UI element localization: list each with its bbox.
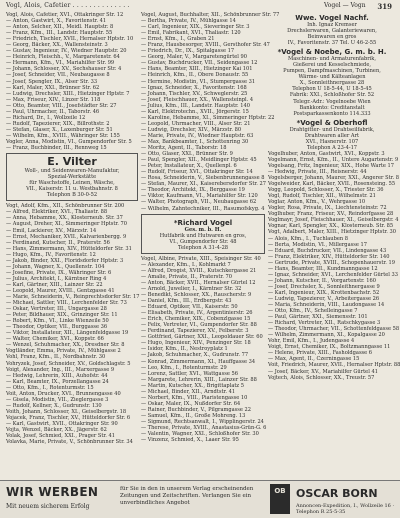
vilter-details [10, 168, 134, 198]
ad-title: WIR WERBEN [6, 485, 99, 499]
directory-entry: — Marie, Private, IV., Wiedner Hauptstr. 63 [141, 132, 254, 139]
ad-brand: OSCAR BORN [296, 487, 378, 500]
directory-entry: Fabrik: XXI., Schloßhofer Str. 52 [289, 92, 375, 99]
directory-entry: — Eduard, Optiker, VII., Kaiserstr. 50 [141, 304, 238, 311]
directory-entry: — August, Dreher, XI., Simmeringer Hptstr. 70 [6, 221, 128, 228]
directory-entry: — Rudolf, Tapezierer, XIX., Billrothstr. 2 [6, 120, 110, 127]
directory-entry: — Theodor, Uhrmacher, VII., Schottenfeldgasse 58 [268, 326, 400, 333]
directory-entry: — Alois, Kfm., I., Tuchlauben 8 [268, 235, 348, 242]
directory-entry: — Hans, Zimmermann, XIV., Hütteldorfer Str. 31 [6, 245, 132, 252]
directory-entry: — Therese, Private, XVIII., Anastasius-Grün-G. 6 [141, 425, 267, 432]
directory-entry: Volak, Josef, Schmied, XXI., Prager Str. 41 [6, 433, 116, 440]
directory-entry: — Robert, Kfm., VI., Linke Wienzeile 50 [6, 318, 109, 325]
directory-entry: — Ignaz, Schneider, XVI., Lerchenfelder Gürtel 33 [268, 271, 399, 278]
column-left [6, 12, 138, 445]
entries-middle-top [141, 12, 280, 212]
directory-entry: — Gisela, Modistin, VII., Zieglergasse 3 [6, 396, 109, 403]
directory-entry: — Hermann, Kfm., VI., Mariahilfer Str. 99 [6, 60, 115, 67]
directory-entry: — Karl, Elektrotechn., XVII., Jörgerstr. 15 [141, 108, 249, 115]
directory-entry: — Josef, Bäcker, XV., Mariahilfer Gürtel 41 [268, 368, 378, 375]
directory-entry: — Paul, Uhrmacher, II., Taborstr. 46 [6, 108, 100, 115]
vilter-advert [6, 153, 138, 201]
directory-entry: Vogelsang, Fritz, Ingenieur, XIX., Hohe Warte 17 [268, 162, 395, 169]
directory-entry: — Anna, Hebamme, XX., Klosterneub. Str. 37 [6, 215, 123, 222]
directory-entry: X., Sonnleithnergasse 28 [299, 80, 365, 87]
directory-entry: Voit, Anton, Drucker, XVI., Brunnengasse 40 [6, 390, 121, 397]
directory-entry: — Johann, Kutscher, II., Vorgartenstr. 160 [268, 277, 376, 284]
directory-entry: Vohr, Emil, Kfm., I., Judengasse 4 [268, 338, 355, 345]
directory-entry: — Sigmund, Rechtsanwalt, I., Wipplingerstr. 24 [141, 419, 264, 425]
directory-entry: Maschinen- und Armaturenfabrik, [288, 56, 376, 63]
directory-entry: — Erich, Chemiker, XIX., Cobenzlgasse 15 [141, 316, 251, 323]
directory-entry: Vogt, Adolf, Kfm., XII., Schönbrunner Str. 200 [6, 203, 125, 210]
directory-entry: — Wilhelm, Zimmermann, XI., Kopalgasse 20 [268, 332, 385, 339]
directory-entry: — Otto, Kfm., I., Rotenturmstr. 15 [6, 384, 94, 391]
directory-entry: Vogel, Albine, Private, XIII., Speisinger Str. 40 [141, 255, 261, 262]
ad-subtitle: Mit neuem sicherem Erfolg [6, 503, 90, 510]
directory-entry: — Hedwig, Private, III., Reisnerstr. 44 [268, 168, 367, 175]
directory-entry: — Karl, Beamter, IX., Porzellangasse 24 [6, 378, 109, 385]
directory-entry: Telegr.-Adr.: Vogelnoebe Wien [293, 98, 371, 105]
directory-entry: Drahtgitter- und Drahtseilfabrik, [289, 126, 375, 133]
directory-entry: — Josefine, Private, IX., Währinger Str. 6 [6, 269, 112, 276]
directory-entry: Volavka, Marie, Private, V., Schönbrunner Str. 34 [6, 439, 133, 446]
directory-entry: — Franz, Buchbinder, III., Rennweg 15 [6, 145, 107, 152]
wwe-vogel-name: Wwe. Vogel Nachf. [295, 14, 369, 22]
ad-text: für Sie in den in unserem Verlag erscheinenden Zeitungen und Zeitschriften. Verlangen Sie ein unverbindliches Angebot [120, 486, 254, 506]
directory-entry: — Berta, Modistin, VI., Millergasse 17 [268, 241, 367, 248]
directory-entry: — Josef, Fleischhauer, XX., Wallensteinpl. 4 [141, 96, 254, 103]
directory-entry: Telephon B 30-0-52 [46, 192, 98, 199]
vogel-noebe-name: *Vogel & Noebe, G. m. b. H. [277, 48, 387, 57]
directory-entry: — Alfred, Drogist, XVIII., Kutschkergasse 21 [141, 267, 257, 274]
directory-entry: — Anton, Gastwirt, X., Favoritenstr. 41 [6, 18, 107, 25]
directory-entry: — Ignaz, Schneider, X., Favoritenstr. 168 [141, 84, 247, 91]
directory-entry: — Karoline, Hebamme, XI., Simmeringer Hptstr. 22 [141, 114, 275, 121]
directory-entry: — Margarete, Lehrerin, XIII., Lainzer Str. 88 [141, 376, 257, 383]
directory-entry: — Elisabeth, Private, IV., Argentinierstr. 26 [141, 310, 253, 317]
directory-entry: Vojacek, Franz, Tischler, XV., Hütteldorfer Str. 6 [6, 414, 131, 421]
directory-entry: Voglhuber, Franz, Friseur, XV., Reindorfgasse 28 [268, 211, 394, 218]
directory-entry: — Karl, Maler, XXI., Brünner Str. 62 [6, 84, 100, 91]
entries-left-bottom [6, 203, 138, 445]
directory-entry: — Max, Agent, II., Czerningasse 15 [268, 356, 360, 363]
directory-entry: — Bertha, Private, IV., Mühlgasse 14 [141, 18, 236, 25]
directory-entry: VI., Gumpendorfer Str. 48 [169, 238, 237, 245]
directory-entry: — Anton, Bäcker, XVII., Hernalser Gürtel 12 [141, 279, 256, 286]
directory-entry: — Ferdinand, Kutscher, II., Praterstr. 56 [6, 239, 110, 246]
directory-entry: Vojtech, Alois, Schlosser, XX., Treustr. 57 [268, 374, 375, 381]
directory-entry: Bankkonto: Creditanstalt [299, 104, 365, 111]
directory-entry: Voglar, Anton, Kfm., V., Wehrgasse 10 [268, 199, 366, 206]
directory-entry: — Walter, Chemiker, XVI., Koppstr. 66 [6, 336, 104, 343]
directory-entry: Gießerei und Kesselschmiede, [293, 62, 371, 69]
column-middle [141, 12, 280, 444]
richard-vogel-name: *Richard Vogel [173, 218, 233, 227]
directory-entry: — Richard, Vertreter, XII., Ratschkygasse 3 [268, 320, 381, 327]
directory-entry: — Josef, Spengler, IX., Alser Str. 33 [6, 78, 98, 85]
directory-entry: Vogelweider, Karl, Bäcker, XVII., Rosensteing. 55 [268, 181, 396, 188]
directory-entry: — Benedikt, Schlosser, XX., Rauscherstr. 9 [141, 292, 252, 299]
directory-entry: — Anton, Selcher, XII., Meidl. Hauptstr. 8 [6, 24, 114, 31]
directory-entry: — Konrad, Zimmermann, XI., Hauffgasse 34 [141, 358, 256, 365]
richard-vogel-note: Ges. m. b. H. [184, 226, 222, 233]
directory-entry: — Rudolf, Kellner, X., Gudrunstr. 130 [6, 402, 102, 409]
ad-address: Annoncen-Expedition, I., Wollzeile 16 · Telephon R 25-5-35 [296, 503, 395, 515]
directory-entry: — Ludwig, Tapezierer, V., Arbeitergasse 26 [268, 295, 380, 302]
page-number: 319 [377, 2, 392, 11]
directory-entry: Pumpen, Dampfmaschinen, Turbinen, [283, 68, 381, 75]
directory-entry: Telephon A 23-4-17 [306, 144, 358, 151]
directory-entry: — Hugo, Ingenieur, XIV., Penzinger Str. 18 [141, 340, 251, 347]
directory-entry: — Carl, Ingenieur, XIX., Sieveringer Str. 3 [141, 24, 250, 31]
directory-entry: — Alfred, Elektriker, XVI., Thaliastr. 88 [6, 209, 108, 216]
directory-entry: — Oskar, Vertreter, III., Ungargasse 28 [6, 306, 107, 313]
directory-entry: — Ferdinand, Tapezierer, XV., Felberstr. 3 [141, 328, 249, 335]
directory-entry: — Johann, Tischler, XV., Schweglerstr. 25 [141, 90, 248, 97]
directory-entry: — Norbert, Kfm., VIII., Piaristengasse 10 [141, 394, 248, 401]
directory-entry: Telephon U 18-5-44, U 18-5-45 [292, 86, 372, 93]
directory-entry: — Rosa, Schneiderin, V., Siebenbrunnengasse 8 [141, 175, 265, 182]
directory-entry: — Paul, Gärtner, XXI., Siemensstr. 101 [268, 314, 368, 321]
directory-entry: Voigt, Ernst, Chemiker, IX., Boltzmanngasse 11 [268, 344, 391, 351]
directory-entry: — Heinrich, Fleischh., V., Margaretenstr. 64 [6, 54, 120, 61]
directory-entry: — Viktor, Installateur, XII., Längenfeldgasse 19 [6, 330, 129, 337]
footer-advert [0, 480, 400, 518]
directory-entry: Vogelmann, Ernst, Kfm., II., Untere Augartenstr. 9 [268, 156, 399, 163]
directory-entry: — Josef, Schneider, VII., Neubaugasse 8 [6, 72, 110, 79]
directory-entry: — Alexander, Kfm., I., Kohlmarkt 7 [141, 261, 231, 268]
directory-entry: — Emil, Lackierer, XV., Märzstr. 14 [6, 227, 97, 234]
directory-entry: — Felix, Vertreter, VI., Gumpendorfer Str. 88 [141, 322, 257, 329]
directory-entry: — Paul, Spengler, XII., Meidlinger Hptstr. 45 [141, 157, 257, 164]
directory-entry: — Peter, Installateur, X., Quellenpl. 6 [141, 163, 237, 170]
directory-entry: VII., Kaiserstr. 11 u. Westbahnstr. 8 [26, 186, 118, 193]
directory-entry: — Vinzenz, Schmied, X., Laaer Str. 95 [141, 437, 239, 444]
directory-entry: — Jakob, Schuhmacher, X., Gudrunstr. 77 [141, 352, 249, 359]
oscar-born-logo-icon: OB [270, 484, 290, 514]
directory-entry: — Rudolf, Friseur, XVI., Ottakringer Str. 14 [141, 169, 253, 176]
directory-entry: — Gertrude, Private, XVIII., Schopenhauerstr. 19 [268, 259, 395, 266]
directory-entry: — Otto, Glaser, XXI., Brünner Str. 9 [141, 151, 233, 158]
directory-entry: Wärme- und Kälteanlagen [298, 74, 366, 81]
directory-entry: Vohryzek, Josef, Schneider, XV., Goldschlagstr. 5 [6, 360, 131, 367]
entries-left-top [6, 12, 138, 151]
directory-entry: — Karl, Gärtner, XIII., Lainzer Str. 22 [6, 281, 103, 288]
directory-entry: Postsparkassenkonto 114.333 [293, 110, 371, 117]
directory-entry: Drahtwaren aller Art [304, 132, 360, 139]
directory-entry: — Wenzel, Schuhmacher, XX., Dresdner Str. 8 [6, 342, 125, 349]
directory-entry: — Emil, Fabrikant, XVI., Thaliastr. 120 [141, 30, 241, 37]
directory-entry: — Peter, Bildhauer, XIX., Grinzinger Str. 11 [6, 312, 118, 319]
directory-entry: — Leo, Kfm., I., Rotenturmstr. 29 [141, 364, 227, 371]
directory-entry: — Daniel, Kfm., III., Erdbergstr. 43 [141, 298, 232, 305]
directory-entry: Vogt, Adalbert, Maler, XIII., Hietzinger Hptstr. 30 [268, 229, 397, 236]
directory-entry: — Moritz, Agent, II., Taborstr. 18 [141, 145, 227, 152]
directory-entry: — Josef, Drechsler, X., Sonnleithnergasse 9 [268, 283, 380, 290]
directory-entry: — Rainer, Buchbinder, V., Pilgramgasse 22 [141, 406, 251, 413]
directory-entry: — Walter, Photograph, VII., Neubaugasse 62 [141, 199, 257, 206]
vogel-oberhofl-details [268, 127, 396, 151]
directory-entry: Spezial-Werkstätte [47, 174, 97, 181]
directory-entry: — Friedrich, Tischler, XVII., Hernalser Hptstr. 10 [6, 36, 134, 43]
directory-entry: — Theodor, Architekt, IX., Berggasse 19 [141, 187, 245, 194]
wwe-vogel-details [268, 22, 396, 46]
directory-entry: Vohl, Franz, Kfm., II., Nordbahnstr. 30 [6, 354, 106, 361]
directory-entry: — Hugo, Kfm., IV., Favoritenstr. 12 [6, 251, 96, 258]
entries-middle-bottom [141, 256, 265, 443]
directory-entry: Voith, Johann, Schlosser, XI., Geiselbergstr. 18 [6, 408, 127, 415]
directory-entry: Beinwaren en gros [307, 34, 357, 41]
vilter-name: E. Vilter [47, 155, 97, 169]
directory-entry: — Eduard, Buchdrucker, VII., Lindengasse 43 [268, 247, 387, 254]
directory-entry: Vogg, Leopold, Schlosser, X., Triester Str. 36 [268, 187, 384, 194]
directory-entry: — Valentin, Wagner, XXI., Schloßhofer Str. 30 [141, 431, 259, 438]
directory-entry: Vogler, Rosa, Private, IX., Liechtensteinstr. 72 [268, 205, 387, 212]
directory-entry: für Waschstoffe, Leinen, Wäsche, [29, 180, 115, 187]
directory-entry: — Leopold, Uhrmacher, VIII., Alser Str. 21 [141, 120, 251, 127]
directory-entry: — Max, Bankbeamter, I., Schottenring 30 [141, 138, 249, 145]
directory-entry: — Samuel, Kfm., II., Große Mohreng. 13 [141, 412, 246, 419]
directory-entry: — Arnold, Juwelier, I., Kärntner Str. 32 [141, 285, 242, 292]
directory-entry: Vogl, Alois, Cafetier, XVI., Ottakringer Str. 12 [6, 12, 124, 18]
directory-entry: Vogel, August, Buchhalter, XII., Schönbrunner Str. 77 [141, 12, 280, 18]
vogel-noebe-details [268, 56, 396, 116]
directory-entry: — Jakob, Binder, XXI., Floridsdorfer Hptstr. 3 [6, 257, 124, 264]
directory-entry: — Gustav, Ingenieur, IV., Wiedner Hauptstr. 20 [6, 48, 127, 55]
directory-entry: — Theodor, Optiker, VII., Burggasse 36 [6, 324, 108, 331]
directory-entry: Woll-, und Seidenwaren-Manufaktur, [24, 168, 120, 175]
directory-entry: — Martin, Kutscher, XX., Brigittaplatz 5 [141, 382, 244, 389]
richard-vogel-advert [141, 214, 265, 254]
directory-entry: IV., Favoritenstr. 37 Tel. U 46-2-55 [287, 40, 377, 47]
directory-entry: — Isidor, Kfm., II., Nestroyplatz 1 [141, 346, 228, 353]
directory-entry: — Otto, Kfm., IV., Schelleingasse 7 [268, 308, 358, 315]
directory-entry: — Leopold, Maurer, XVIII., Gentzgasse 41 [6, 287, 115, 294]
directory-entry: — Franz, Hausbesorger, XVIII., Gersthofer Str. 47 [141, 42, 270, 49]
directory-entry: — Wilhelm, Kfm., XVIII., Währinger Str. 155 [6, 132, 120, 139]
column-right [268, 12, 400, 381]
running-header-mid: Vogel — Vogn [324, 2, 366, 9]
directory-entry: — Johann, Wagner, X., Quellenstr. 104 [6, 263, 105, 270]
directory-entry: — Viktor, Kaufmann, VI., Mariahilfer Str. 120 [141, 193, 258, 200]
entries-right [268, 150, 400, 381]
directory-entry: Vognar, Karl, Spengler, XX., Klosterneub. Str. 85 [268, 223, 394, 230]
directory-entry: Voglmayr, Josef, Fleischhauer, XI., Geiselbergstr. 4 [268, 217, 399, 224]
directory-entry: — Gustav, Buchdrucker, VII., Seidengasse 12 [141, 60, 258, 67]
directory-entry: — Johann, Schlosser, XV., Sechshauser Str. 4 [6, 66, 122, 73]
directory-entry: — Georg, Maler, V., Margaretengürtel 90 [141, 54, 247, 61]
directory-entry: — Oskar, Maler, IX., Nußdorfer Str. 64 [141, 400, 241, 407]
directory-entry: — Michael, Binder, XII., Arndtstr. 41 [141, 388, 236, 395]
directory-entry: — Karl, Gastwirt, XVII., Ottakringer Str. 90 [6, 421, 118, 427]
directory-entry: Vogler, Anna, Modistin, VI., Gumpendorfer Str. 5 [6, 138, 132, 145]
directory-entry: XVI., Hasnerstr. 107 [305, 138, 359, 145]
directory-entry: Inh. Ignaz Kremser [307, 22, 357, 28]
vogel-oberhofl-name: *Vogel & Oberhofl [296, 118, 368, 127]
directory-entry: — Maria, Schneiderin, VIII., Laudongasse 14 [268, 302, 385, 309]
directory-entry: Hutfabrik und Hutwaren en gros, [159, 232, 247, 239]
directory-entry: — Stefan, Glaser, X., Laxenburger Str. 51 [6, 126, 113, 133]
directory-entry: — Marie, Schneiderin, V., Reinprechtsdorfer Str. 17 [6, 294, 140, 301]
directory-entry: Telephon A 31-4-28 [177, 244, 229, 251]
directory-entry: — Richard, Dr., I., Wollzeile 12 [6, 114, 86, 121]
directory-entry: — Hedwig, Lehrerin, XIII., Auhofstr. 44 [6, 372, 108, 379]
directory-entry: — Helene, Private, XIII., Fasholdgasse 6 [268, 350, 373, 357]
directory-entry: — Wilhelm, Zahntechniker, III., Rasumofskyg. 4 [141, 205, 265, 212]
directory-entry: — Ernst, Mechaniker, XVII., Kalvarienbergg. 9 [6, 233, 127, 240]
directory-entry: — Julius, Kfm., III., Landstr. Hauptstr. 140 [141, 102, 250, 109]
directory-entry: Vogelhuber, Anton, Gastwirt, XVI., Koppstr. 3 [268, 150, 385, 157]
directory-entry: — Hans, Beamter, XIII., Hietzinger Kai 101 [141, 66, 253, 73]
directory-entry: — Franz, Kfm., III., Landstr. Hauptstr. 55 [6, 30, 113, 37]
directory-entry: — Friedrich, Dr., IX., Spitalgasse 17 [141, 48, 235, 55]
directory-entry: — Hermine, Modistin, VI., Stumpergasse 31 [141, 78, 256, 85]
directory-entry: — Georg, Bäcker, XX., Wallensteinstr. 3 [6, 42, 108, 49]
directory-entry: — Ludwig, Drechsler, XIII., Hietzinger Hptstr. 7 [6, 90, 130, 97]
directory-entry: — Julius, Architekt, I., Kärntner Ring 4 [6, 275, 107, 282]
directory-entry: — Franz, Elektriker, XIV., Hütteldorfer Str. 140 [268, 253, 390, 260]
running-header-left: Vogl, Alois, Cafetier . . . . . . . . . . . . . . [6, 2, 130, 9]
directory-entry: Vogelsberger, Johann, Maurer, XXI., Angerer Str. 8 [268, 175, 399, 182]
directory-entry: Drechslerwaren, Galanteriewaren, [287, 28, 377, 35]
directory-entry: Vojta, Wenzel, Bäcker, XX., Jägerstr. 62 [6, 427, 107, 434]
directory-entry: — Gottfried, Gärtner, XXI., Leopoldauer Str. 60 [141, 334, 263, 341]
directory-entry: — Heinrich, Kfm., II., Obere Donaustr. 55 [141, 72, 249, 79]
directory-entry: Vogtländer, Emma, Private, IV., Mühlgasse 2 [6, 348, 121, 355]
directory-entry: — Karl, Ingenieur, XIX., Krottenbachstr. 52 [268, 289, 380, 296]
directory-entry: Voigt, Alexander, Ing., III., Marxergasse 9 [6, 366, 115, 373]
directory-entry: — Lorenz, Sattler, XVI., Wattgasse 56 [141, 370, 238, 377]
directory-entry: — Ludwig, Drechsler, XIV., Märzstr. 80 [141, 126, 242, 133]
richard-vogel-details [145, 233, 261, 251]
directory-entry: — Ernst, Kfm., I., Graben 21 [141, 36, 215, 43]
directory-entry: Vogl, Rudolf, Tischler, XII., Wilhelmstr. 21 [268, 193, 376, 200]
directory-entry: — Max, Friseur, XIV., Linzer Str. 118 [6, 96, 101, 103]
directory-entry: — Hans, Beamter, III., Kundmanngasse 12 [268, 265, 378, 272]
directory-entry: — Stefan, Maurer, XI., Kaiserebersdorfer Str. 27 [141, 181, 267, 188]
directory-entry: Voit, Friedrich, Maurer, XVII., Hernalser Hptstr. 88 [268, 362, 400, 369]
directory-entry: — Amalie, Private, II., Praterstr. 70 [141, 273, 233, 280]
directory-entry: — Otto, Beamter, VIII., Josefstädter Str. 27 [6, 102, 117, 109]
directory-entry: — Michael, Sattler, VIII., Lerchenfelder Str. 73 [6, 300, 127, 307]
